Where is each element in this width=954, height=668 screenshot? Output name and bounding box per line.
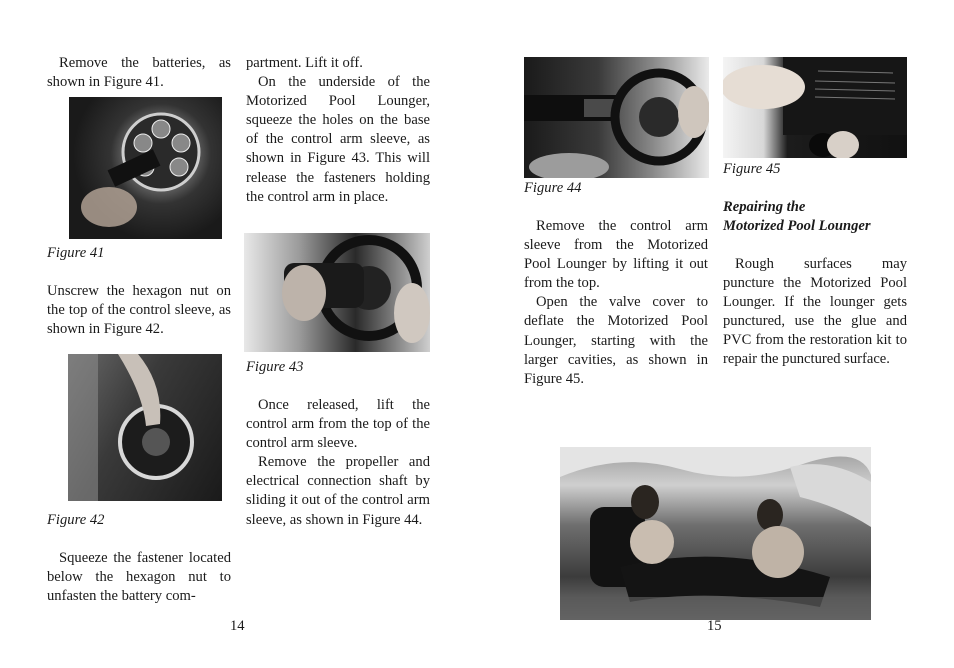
repair-heading-block	[723, 198, 907, 236]
left-column-1	[47, 54, 231, 92]
figure-42-photo	[68, 354, 222, 501]
paragraph-rough-surfaces: Rough surfaces may puncture the Motorized Pool Lounger. If the lounger gets punctured, use the glue and PVC from the restoration kit to repair the punctured surface.	[723, 256, 907, 368]
repair-heading-line-1: Repairing the	[723, 199, 806, 215]
figure-43-photo	[244, 233, 430, 352]
repair-heading-line-2: Motorized Pool Lounger	[723, 218, 871, 235]
right-column-4	[723, 255, 907, 370]
paragraph-remove-propeller: Remove the propeller and electrical connection shaft by sliding it out of the control arm sleeve, as shown in Figure 44.	[246, 454, 430, 528]
left-column-1b	[47, 282, 231, 339]
propeller-shaft-image	[524, 57, 709, 178]
right-column-3	[524, 217, 708, 389]
figure-45-caption-block	[723, 160, 907, 179]
people-on-lounger-image	[560, 447, 871, 620]
figure-41-photo	[69, 97, 222, 239]
valve-cover-image	[723, 57, 907, 158]
pool-lounger-lifestyle-photo	[560, 447, 871, 620]
figure-41-caption-block	[47, 244, 231, 263]
figure-45-photo	[723, 57, 907, 158]
paragraph-once-released: Once released, lift the control arm from the top of the control arm sleeve.	[246, 397, 430, 452]
figure-44-caption: Figure 44	[524, 180, 582, 196]
page-number-right: 15	[707, 618, 722, 634]
figure-45-caption: Figure 45	[723, 161, 781, 177]
battery-compartment-image	[69, 97, 222, 239]
paragraph-remove-batteries: Remove the batteries, as shown in Figure 41.	[47, 55, 231, 91]
figure-42-caption-block	[47, 511, 231, 530]
figure-44-caption-block	[524, 179, 708, 198]
left-column-2	[246, 54, 430, 207]
paragraph-remove-sleeve: Remove the control arm sleeve from the Motorized Pool Lounger by lifting it out from the top.	[524, 218, 708, 292]
figure-41-caption: Figure 41	[47, 245, 105, 261]
figure-42-caption: Figure 42	[47, 512, 105, 528]
left-column-1c	[47, 549, 231, 606]
control-arm-sleeve-image	[244, 233, 430, 352]
page-number-left: 14	[230, 618, 245, 634]
hexagon-nut-image	[68, 354, 222, 501]
paragraph-unscrew-nut: Unscrew the hexagon nut on the top of the control sleeve, as shown in Figure 42.	[47, 283, 231, 338]
paragraph-underside: On the underside of the Motorized Pool Lounger, squeeze the holes on the base of the control arm sleeve, as shown in Figure 43. This will release the fasteners holding the control arm in place.	[246, 74, 430, 205]
figure-43-caption: Figure 43	[246, 359, 304, 375]
paragraph-open-valve: Open the valve cover to deflate the Motorized Pool Lounger, starting with the larger cavities, as shown in Figure 45.	[524, 294, 708, 387]
figure-44-photo	[524, 57, 709, 178]
figure-43-caption-block	[246, 358, 430, 377]
left-column-2b	[246, 396, 430, 530]
paragraph-squeeze-fastener: Squeeze the fastener located below the hexagon nut to unfasten the battery com-	[47, 550, 231, 605]
paragraph-lift-off: partment. Lift it off.	[246, 55, 363, 71]
